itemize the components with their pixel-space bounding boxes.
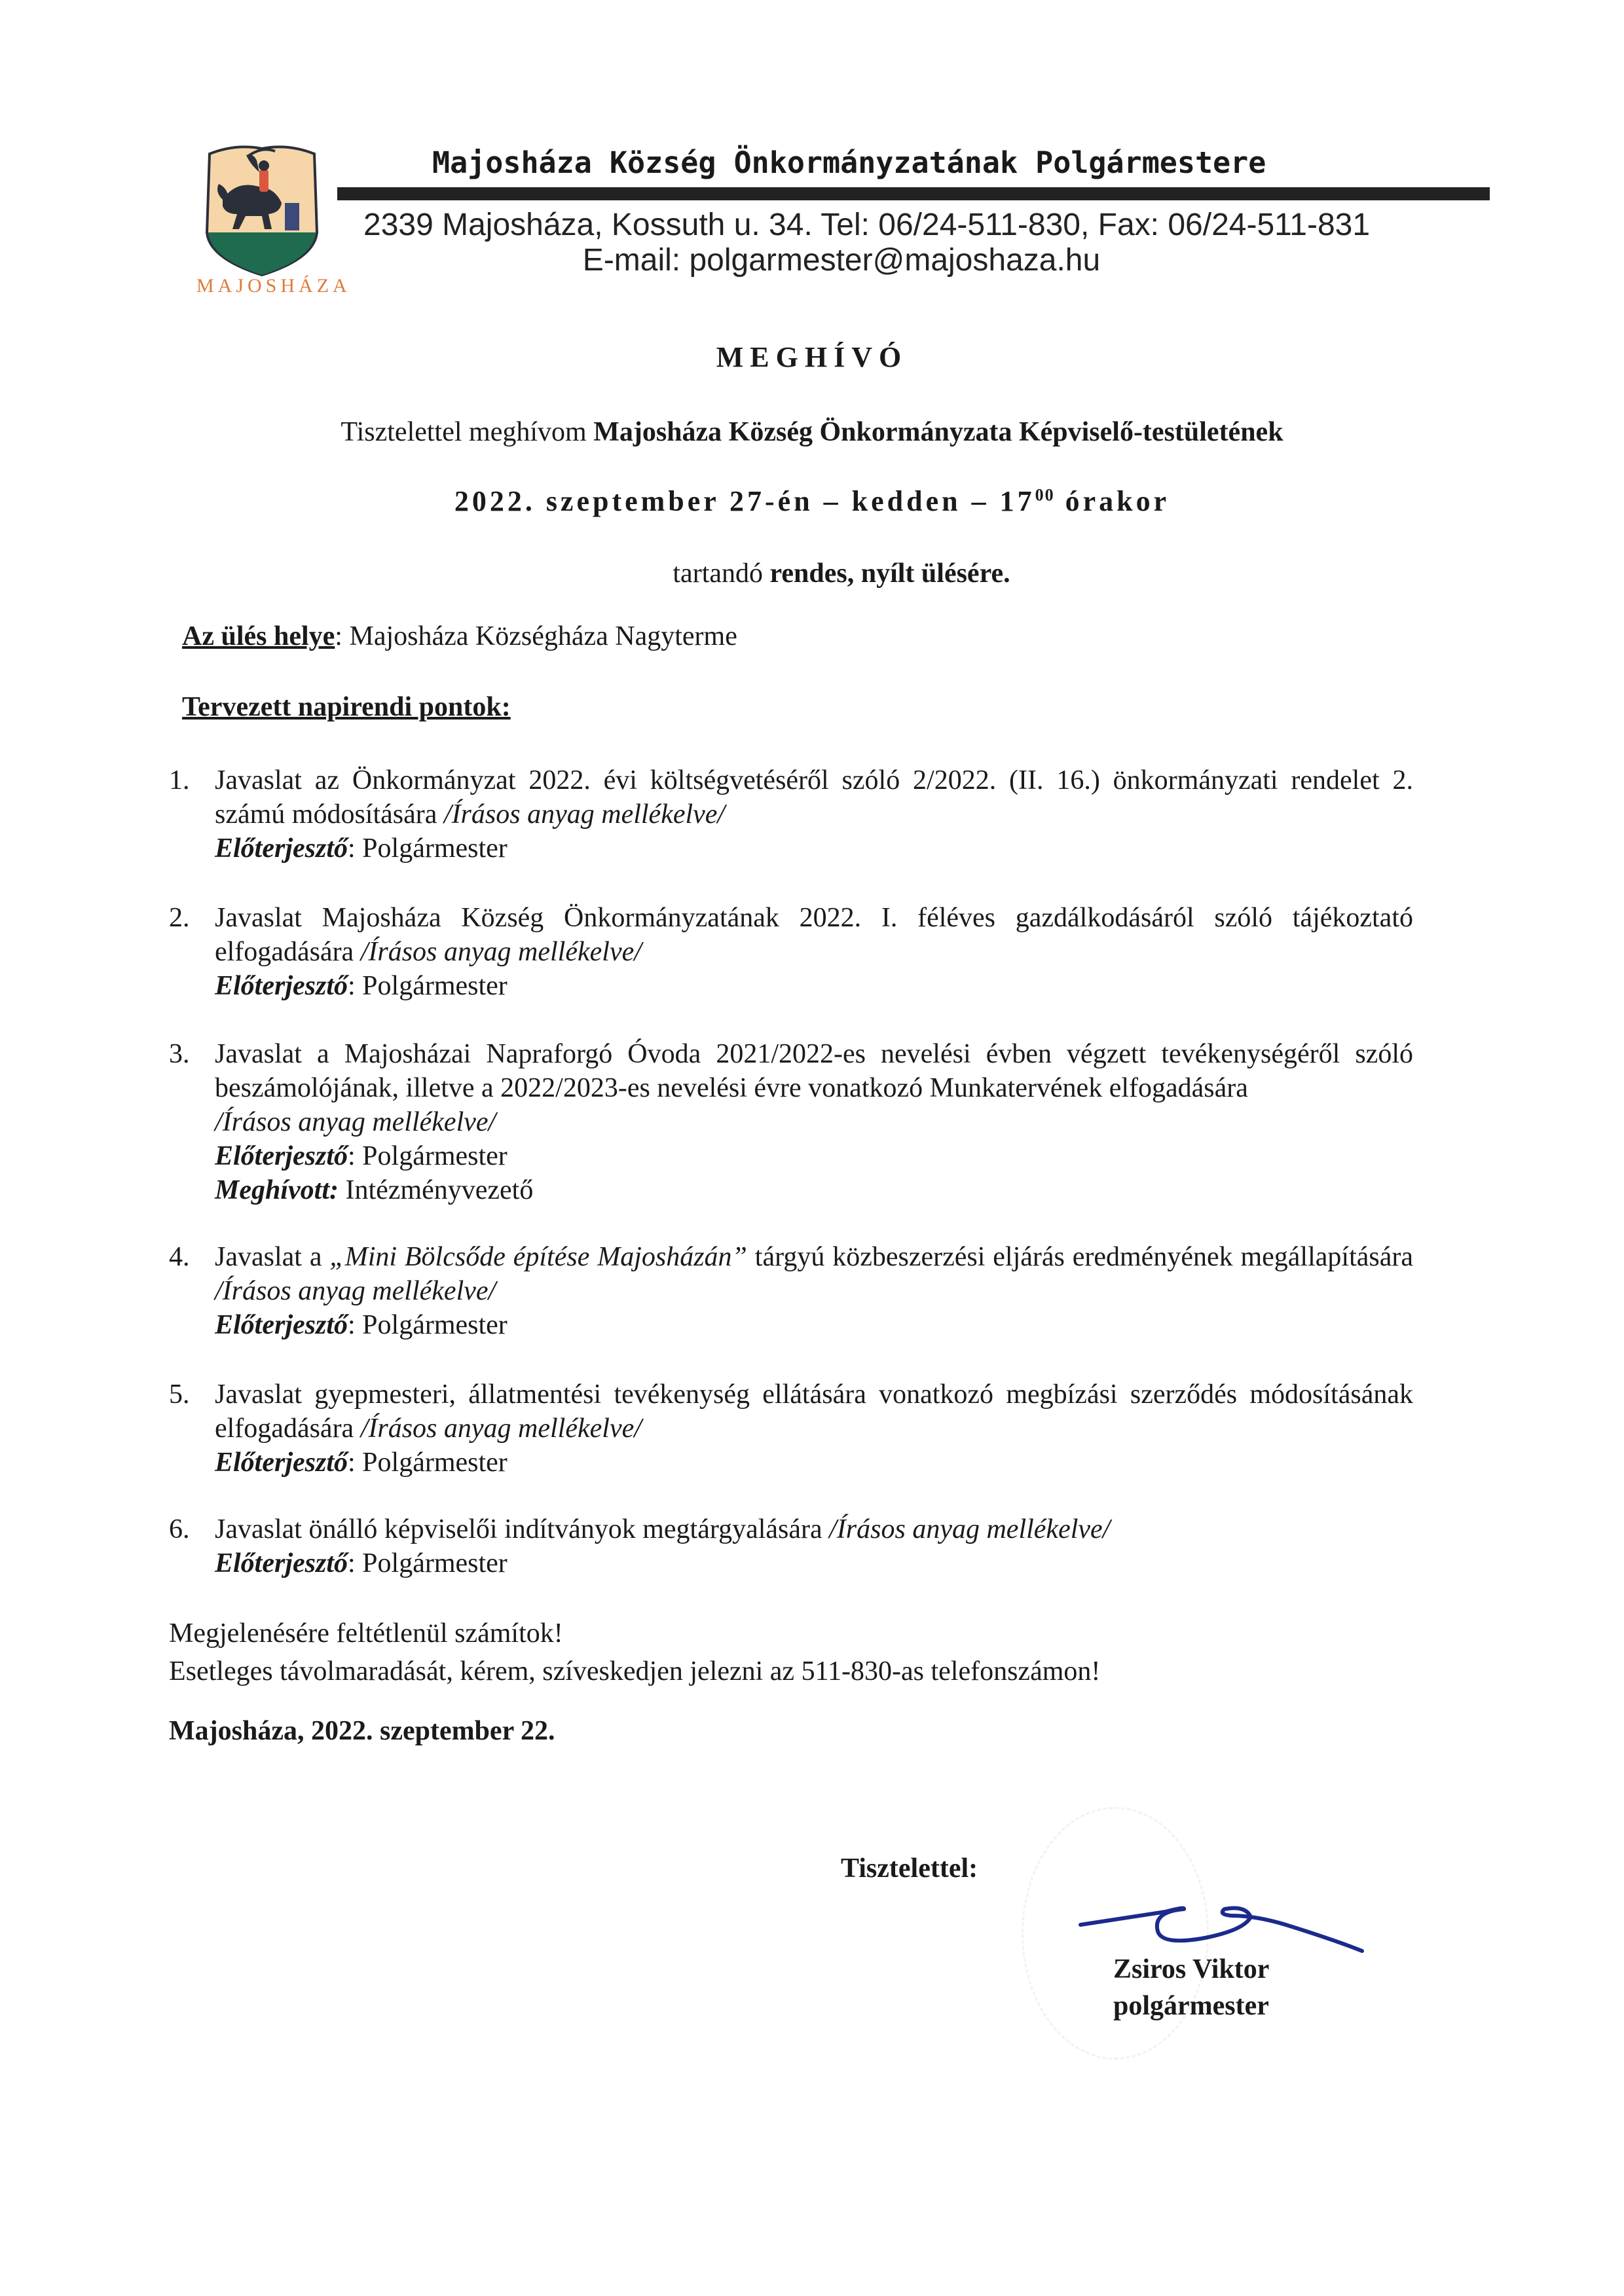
place-and-date: Majosháza, 2022. szeptember 22. <box>169 1716 555 1746</box>
invited-value: Intézményvezető <box>338 1175 534 1205</box>
invited-label: Meghívott: <box>215 1175 339 1205</box>
letterhead-title: Majosháza Község Önkormányzatának Polgármestere <box>432 145 1266 180</box>
agenda-item <box>169 1037 1413 1207</box>
session-type: rendes, nyílt ülésére. <box>769 558 1010 589</box>
signer-name: Zsiros Viktor <box>1113 1954 1270 1984</box>
project-title: „Mini Bölcsőde építése Majosházán” <box>329 1242 747 1272</box>
meeting-time-minutes: 00 <box>1035 485 1055 505</box>
agenda-item <box>169 1512 1413 1580</box>
meeting-place <box>182 621 737 652</box>
agenda-item-number: 6. <box>169 1514 190 1544</box>
presenter-value: : Polgármester <box>348 833 507 864</box>
agenda-item <box>169 1240 1413 1342</box>
meeting-place-label: Az ülés helye <box>182 621 335 651</box>
agenda-item-text: Javaslat az Önkormányzat 2022. évi költségvetéséről szóló 2/2022. (II. 16.) önkormányzati rendelet 2. számú módosítására <box>215 765 1413 829</box>
invitation-prefix: Tisztelettel meghívom <box>341 417 594 447</box>
presenter-label: Előterjesztő <box>215 1310 348 1340</box>
agenda-item-number: 2. <box>169 903 190 933</box>
regards-label: Tisztelettel: <box>841 1853 978 1884</box>
closing-line-2: Esetleges távolmaradását, kérem, szíveskedjen jelezni az 511-830-as telefonszámon! <box>169 1656 1101 1686</box>
attachment-note: /Írásos anyag mellékelve/ <box>215 1107 496 1137</box>
agenda-item-number: 4. <box>169 1242 190 1272</box>
agenda-item <box>169 901 1413 1003</box>
attachment-note: /Írásos anyag mellékelve/ <box>215 1276 496 1306</box>
agenda-heading: Tervezett napirendi pontok: <box>182 692 511 722</box>
meeting-date: 2022. szeptember 27-én – kedden – 17 <box>454 485 1035 517</box>
attachment-note: /Írásos anyag mellékelve/ <box>360 937 642 967</box>
agenda-item-number: 5. <box>169 1379 190 1410</box>
presenter-value: : Polgármester <box>348 1141 507 1171</box>
agenda-item-text: Javaslat gyepmesteri, állatmentési tevékenység ellátására vonatkozó megbízási szerződés módosításának elfogadására <box>215 1379 1413 1444</box>
agenda-item-text: Javaslat önálló képviselői indítványok megtárgyalására <box>215 1514 830 1544</box>
meeting-place-separator: : <box>335 621 350 651</box>
invitation-sentence <box>0 416 1624 448</box>
presenter-label: Előterjesztő <box>215 1448 348 1478</box>
meeting-time-suffix: órakor <box>1054 485 1170 517</box>
crest-caption: MAJOSHÁZA <box>196 275 351 297</box>
closing-text <box>169 1614 1100 1690</box>
presenter-label: Előterjesztő <box>215 1548 348 1578</box>
session-type-line <box>0 558 1624 589</box>
presenter-label: Előterjesztő <box>215 971 348 1001</box>
crest-shield-icon <box>196 141 327 278</box>
session-prefix: tartandó <box>673 558 770 589</box>
invited-body: Majosháza Község Önkormányzata Képviselő-testületének <box>593 417 1283 447</box>
signer-title: polgármester <box>1113 1991 1269 2021</box>
meeting-place-value: Majosháza Községháza Nagyterme <box>349 621 737 651</box>
closing-line-1: Megjelenésére feltétlenül számítok! <box>169 1618 563 1649</box>
letterhead-divider <box>337 187 1490 200</box>
agenda-item-text: Javaslat a Majosházai Napraforgó Óvoda 2021/2022-es nevelési évben végzett tevékenységéről szóló beszámolójának, illetve a 2022/2023-es nevelési évre vonatkozó Munkatervének elfogadására <box>215 1039 1413 1103</box>
agenda-item <box>169 1377 1413 1480</box>
presenter-value: : Polgármester <box>348 1448 507 1478</box>
handwritten-signature-icon <box>1074 1886 1467 1958</box>
presenter-value: : Polgármester <box>348 1310 507 1340</box>
agenda-item-number: 1. <box>169 765 190 795</box>
attachment-note: /Írásos anyag mellékelve/ <box>829 1514 1111 1544</box>
agenda-item <box>169 763 1413 866</box>
document-title: MEGHÍVÓ <box>716 341 908 373</box>
meeting-datetime <box>0 484 1624 518</box>
presenter-value: : Polgármester <box>348 1548 507 1578</box>
letterhead-email: E-mail: polgarmester@majoshaza.hu <box>582 243 1101 278</box>
agenda-item-text: Javaslat Majosháza Község Önkormányzatának 2022. I. féléves gazdálkodásáról szóló tájékoztató elfogadására <box>215 903 1413 967</box>
presenter-label: Előterjesztő <box>215 1141 348 1171</box>
attachment-note: /Írásos anyag mellékelve/ <box>443 799 726 829</box>
attachment-note: /Írásos anyag mellékelve/ <box>360 1413 642 1444</box>
letterhead-address: 2339 Majosháza, Kossuth u. 34. Tel: 06/24-511-830, Fax: 06/24-511-831 <box>363 208 1371 242</box>
presenter-label: Előterjesztő <box>215 833 348 864</box>
agenda-item-text-before: Javaslat a <box>215 1242 330 1272</box>
presenter-value: : Polgármester <box>348 971 507 1001</box>
agenda-item-text: tárgyú közbeszerzési eljárás eredményének megállapítására <box>747 1242 1414 1272</box>
agenda-item-number: 3. <box>169 1039 190 1069</box>
